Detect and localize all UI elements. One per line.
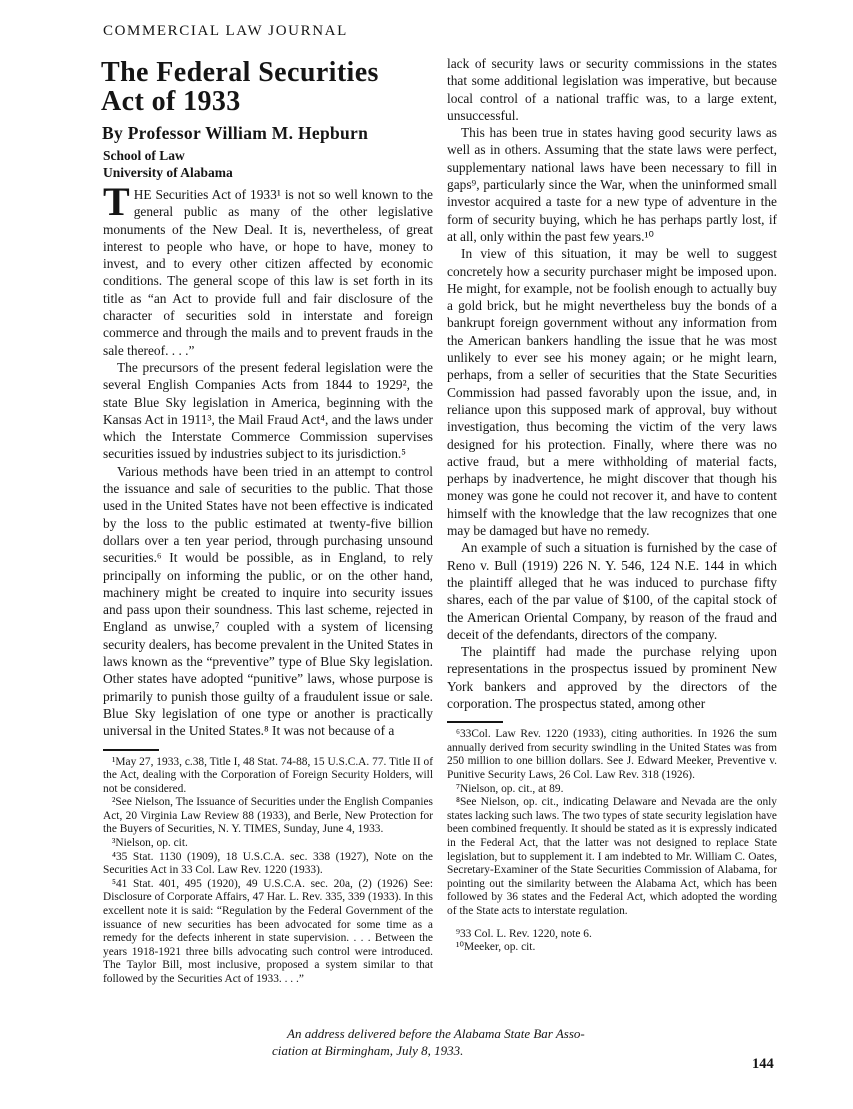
affiliation (103, 148, 233, 181)
paragraph: In view of this situation, it may be well to suggest concretely how a security purchaser might be imposed upon. He might, for example, not be foolish enough to actually buy a gold brick, but he might nevertheless buy the bonds of a bankrupt foreign government without any information from the American bankers handling the issue that he was most unlikely to ever see his money again; or he might learn, perhaps, from a seller of securities that the State Securities Commission had passed favorably upon the issue, and, in reliance upon this supposed mark of approval, buy without investigation, thus becoming the victim of the very laws designed for his protection. Finally, where there was no active fraud, but a mere withholding of material facts, perhaps by inadvertence, he might discover that though his money was gone he could not recover it, and have to content himself with the knowledge that the law recognizes that one may be damaged but have no remedy. (447, 246, 777, 539)
right-column (447, 55, 777, 955)
address-note-line2: ciation at Birmingham, July 8, 1933. (272, 1042, 464, 1058)
footnote: ¹⁰Meeker, op. cit. (456, 941, 536, 954)
left-paragraphs (103, 359, 433, 740)
dropcap-letter: T (103, 179, 130, 224)
affiliation-school: School of Law (103, 148, 185, 163)
affiliation-university: University of Alabama (103, 164, 233, 180)
paragraph-text: HE Securities Act of 1933¹ is not so well known to the general public as many of the other legislative monuments of the New Deal. It is, nevertheless, of great interest to people who have, or hope to have, money to invest, and to every other citizen affected by economic conditions. The general scope of this law is set forth in its title as “an Act to provide full and fair disclosure of the character of securities sold in interstate and foreign commerce and through the mails and to prevent frauds in the sale thereof. . . .” (103, 187, 433, 358)
paragraph: lack of security laws or security commissions in the states that some additional legislation was imperative, but because local control of a national traffic was, to a large extent, unsuccessful. (447, 56, 777, 123)
footnote: ⁷Nielson, op. cit., at 89. (456, 782, 564, 795)
paragraph: This has been true in states having good security laws as well as in others. Assuming that the state laws were perfect, supplementary national laws have been necessary to fill in gaps⁹, particularly since the War, when the uninformed small investor acquired a taste for a new type of adventure in the form of security buying, which he has perhaps partly lost, if at all, only within the past few years.¹⁰ (447, 125, 777, 244)
article-title (101, 58, 379, 116)
footnote: ⁵41 Stat. 401, 495 (1920), 49 U.S.C.A. sec. 20a, (2) (1926) See: Disclosure of Corporate Affairs, 47 Har. L. Rev. 335, 339 (1933). In this excellent note it is said: “Regulation by the Federal Government of the issuance of new securities has been advocated for some time as a remedy for the defects inherent in state supervision. . . . Between the years 1918-1921 three bills advocating such control were introduced. The Taylor Bill, most inclusive, proposed a system similar to that followed by the Securities Act of 1933. . . .” (103, 877, 433, 985)
article-title-line2: Act of 1933 (101, 86, 241, 117)
footnote-rule (447, 721, 503, 723)
paragraph: An example of such a situation is furnished by the case of Reno v. Bull (1919) 226 N. Y. 546, 124 N.E. 144 in which the plaintiff alleged that he was induced to purchase fifty shares, each of the par value of $100, of the capital stock of the American Oriental Company, by reason of the fraud and deceit of the defendants, directors of the company. (447, 540, 777, 642)
paragraph: Various methods have been tried in an attempt to control the issuance and sale of securities to the public. That those used in the United States have not been effective is indicated by the loss to the public estimated at twenty-five billion dollars over a ten year period, through purchasing unsound securities.⁶ It would be possible, as in England, to rely principally on informing the public, or on the other hand, machinery might be created to inquire into security issues and pass upon their soundness. This last scheme, rejected in England as unwise,⁷ coupled with a system of licensing security dealers, has become prevalent in the United States in laws known as the “preventive” type of Blue Sky legislation. Other states have adopted “punitive” laws, whose purpose is primarily to punish those guilty of a fraudulent issue or sale. Blue Sky legislation of one type or another is practically universal in the United States.⁸ It was not because of a (103, 463, 433, 739)
footnote: ²See Nielson, The Issuance of Securities under the English Companies Act, 20 Virginia Law Review 88 (1933), and Berle, New Protection for the Buyers of Securities, N. Y. TIMES, Sunday, June 4, 1933. (103, 796, 433, 836)
paragraph-dropcap (103, 179, 433, 359)
paragraph: The plaintiff had made the purchase relying upon representations in the prospectus issued by prominent New York bankers and approved by the directors of the corporation. The prospectus stated, among other (447, 644, 777, 711)
footnote: ¹May 27, 1933, c.38, Title I, 48 Stat. 74-88, 15 U.S.C.A. 77. Title II of the Act, dealing with the Corporation of Foreign Security Holders, will not be considered. (103, 755, 433, 795)
footnote: ⁶33Col. Law Rev. 1220 (1933), citing authorities. In 1926 the sum annually derived from security swindling in the United States was from 250 million to one billion dollars. See J. Edward Meeker, Preventive v. Punitive Security Laws, 26 Col. Law Rev. 318 (1926). (447, 728, 777, 782)
right-paragraphs (447, 55, 777, 712)
journal-header: COMMERCIAL LAW JOURNAL (103, 23, 348, 39)
footnote: ⁹33 Col. L. Rev. 1220, note 6. (456, 927, 592, 940)
footnote: ³Nielson, op. cit. (112, 837, 188, 850)
footnote: ⁸See Nielson, op. cit., indicating Delaware and Nevada are the only states lacking such laws. The two types of state security legislation have been combined frequently. It should be stated as it is expressly indicated in the Federal Act, that the latter was not designed to replace State legislation, but to supplement it. I am indebted to Mr. William C. Oates, Secretary-Examiner of the State Securities Commission of Alabama, for pointing out the similarity between the Alabama Act, which has been followed by 36 states and the Federal Act, which adopted the wording of the State acts to interstate regulation. (447, 796, 777, 917)
address-note (272, 1026, 646, 1059)
paragraph: The precursors of the present federal legislation were the several English Companies Acts from 1844 to 1929², the state Blue Sky legislation in America, beginning with the Kansas Act in 1911³, the Mail Fraud Act⁴, and the laws under which the Interstate Commerce Commission supervises securities issued by industries subject to its jurisdiction.⁵ (103, 359, 433, 462)
address-note-line1: An address delivered before the Alabama State Bar Asso- (287, 1026, 585, 1041)
byline: By Professor William M. Hepburn (102, 123, 369, 143)
left-column (103, 179, 433, 987)
page-number: 144 (752, 1056, 774, 1072)
left-footnotes (103, 756, 433, 987)
footnote-rule (103, 749, 159, 751)
right-footnotes (447, 728, 777, 955)
article-title-line1: The Federal Securities (101, 57, 379, 88)
footnote: ⁴35 Stat. 1130 (1909), 18 U.S.C.A. sec. 338 (1927), Note on the Securities Act in 33 Col. Law Rev. 1220 (1933). (103, 850, 433, 877)
